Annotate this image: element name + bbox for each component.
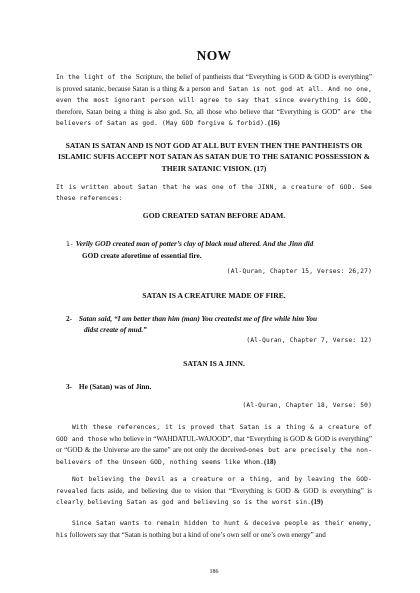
citation-quran-15: (Al-Quran, Chapter 15, Verses: 26,27) xyxy=(226,268,372,275)
para1-e: are the believers of Satan as god. (May GOD forgive & forbid). xyxy=(56,108,372,128)
reference-item-1 xyxy=(66,238,372,261)
para3-b: who believe in “WAHDATUL-WAJOOD”, that “Everything is GOD & GOD is everything” or “GOD & the Universe are the same” are not only the deceived- xyxy=(56,434,372,455)
para3-c: ones but are precisely the non-believers of the Unseen GOD, nothing seems like Whom. xyxy=(56,447,372,466)
footnote-18: (18) xyxy=(264,457,276,466)
page-title: NOW xyxy=(196,48,232,63)
paragraph-pantheists xyxy=(56,72,372,130)
item1-rest: GOD create aforetime of essential fire. xyxy=(82,251,202,260)
paragraph-satan-hidden xyxy=(56,518,372,541)
footnote-16: (16) xyxy=(267,119,280,128)
para1-c: and Satan is not god at all. And no one, even the most ignorant person will agree to say that since everything is GOD, xyxy=(56,85,372,105)
item1-number: 1- xyxy=(66,241,74,248)
page-number: 186 xyxy=(209,569,219,575)
item2-line1: Satan said, “I am better than him (man) You createdst me of fire while him You xyxy=(78,314,318,323)
document-page xyxy=(56,0,372,593)
para5-b: followers say that “Satan is nothing but a kind of one’s own self or one’s own energy” and xyxy=(69,530,326,539)
para4-c: clearly believing Satan as god and believing so is the worst sin. xyxy=(56,499,312,507)
reference-item-3 xyxy=(66,381,372,392)
para4-a: Not believing the Devil as a creature or a thing, and by leaving the GOD-revealed xyxy=(56,476,372,495)
heading-creature-of-fire: SATAN IS A CREATURE MADE OF FIRE. xyxy=(142,291,286,300)
citation-quran-7: (Al-Quran, Chapter 7, Verse: 12) xyxy=(246,337,372,344)
para1-d: therefore, Satan being a thing is also god. So, all those who believe that “Everything is GOD” xyxy=(56,107,344,116)
paragraph-devil-creature xyxy=(56,474,372,509)
para4-b: facts aside, and believing due to vision that “Everything is GOD & GOD is everything” is xyxy=(90,486,372,495)
heading-satan-is-satan: SATAN IS SATAN AND IS NOT GOD AT ALL BUT EVEN THEN THE PANTHEISTS OR ISLAMIC SUFIS ACCEPT NOT SATAN AS SATAN DUE TO THE SATANIC POSSESSION & THEIR SATANIC VISION. (17) xyxy=(58,141,370,173)
footnote-19: (19) xyxy=(311,498,323,507)
item1-italic: Verily GOD created man of potter’s clay of black mud altered. And the Jinn did xyxy=(75,239,314,248)
reference-item-2 xyxy=(66,313,372,335)
paragraph-jinn-intro: It is written about Satan that he was one of the JINN, a creature of GOD. See these references: xyxy=(56,184,372,202)
citation-quran-18: (Al-Quran, Chapter 18, Verse: 50) xyxy=(242,402,372,409)
heading-satan-is-jinn: SATAN IS A JINN. xyxy=(183,359,245,368)
item2-line2: didst create of mud.” xyxy=(84,325,147,334)
paragraph-wahdatul-wajood xyxy=(56,422,372,468)
para5-a: Since Satan wants to remain hidden to hunt & deceive people as their enemy, his xyxy=(56,520,372,539)
item3-text: He (Satan) was of Jinn. xyxy=(78,382,152,391)
para1-b: Scripture, the belief of pantheists that “Everything is GOD & GOD is everything” is proved satanic, because Satan is a thing & a person xyxy=(56,73,372,93)
item3-number: 3- xyxy=(66,382,73,391)
heading-god-created-satan: GOD CREATED SATAN BEFORE ADAM. xyxy=(142,211,286,220)
item2-number: 2- xyxy=(66,314,73,323)
para1-a: In the light of the xyxy=(56,74,136,81)
para3-a: With these references, it is proved that Satan is a thing & a creature of GOD and those xyxy=(56,424,372,443)
